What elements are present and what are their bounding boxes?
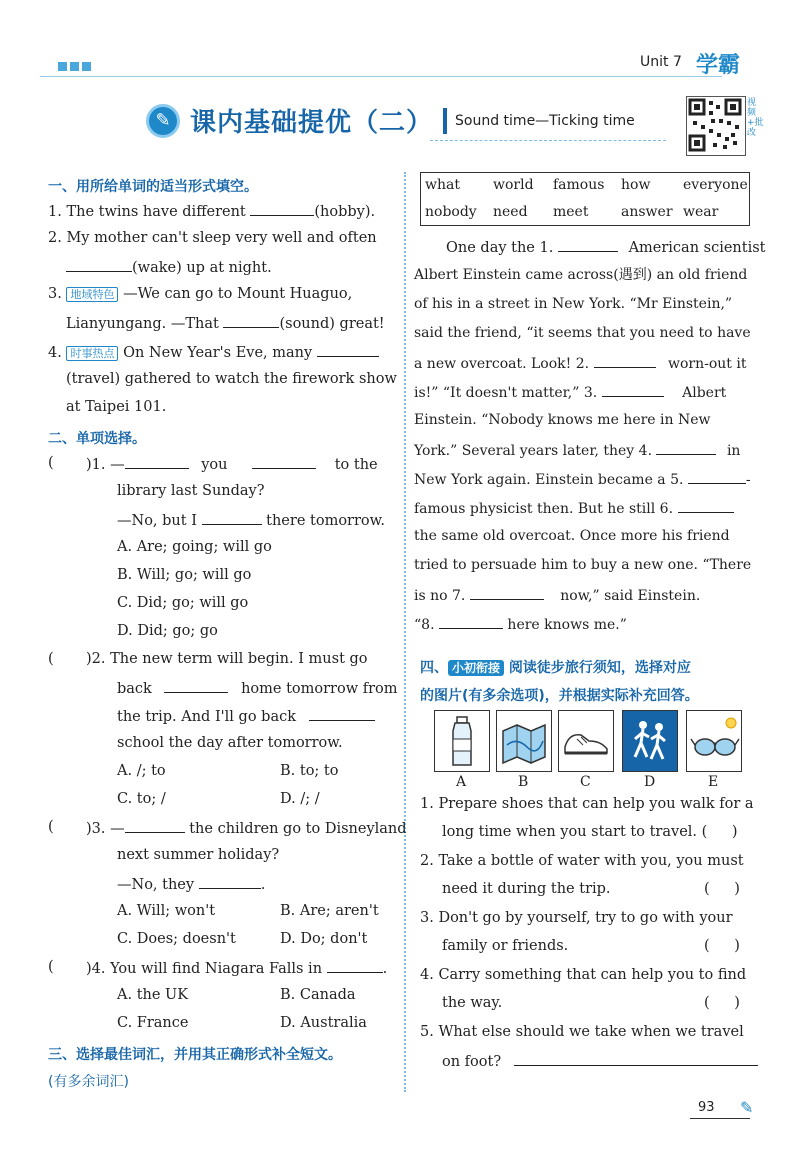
sunglasses-icon	[687, 711, 741, 771]
map-icon	[497, 711, 551, 771]
q4-paren-open[interactable]: (	[48, 959, 54, 975]
word-bank	[420, 172, 750, 226]
s4-item3-paren[interactable]	[704, 937, 740, 955]
text: American scientist	[628, 240, 766, 256]
q2-line4: school the day after tomorrow.	[117, 735, 343, 751]
hikers-icon	[623, 711, 677, 771]
regional-tag: 地域特色	[66, 287, 118, 302]
text: Albert	[682, 385, 727, 401]
qr-code-icon[interactable]	[686, 96, 746, 156]
page-title: 课内基础提优（二）	[190, 108, 434, 138]
answer-line[interactable]	[514, 1051, 758, 1066]
pencil-note-icon: ✎	[146, 104, 180, 138]
q1-option-d[interactable]: D. Did; go; go	[117, 623, 218, 639]
s4-item4-paren[interactable]	[704, 994, 740, 1012]
q1-line1	[86, 454, 378, 474]
section4-heading-cont: 的图片(有多余选项)，并根据实际补充回答。	[420, 688, 699, 704]
text: the children go to Disneyland	[189, 821, 407, 837]
word: everyone	[683, 177, 748, 193]
section3-heading: 三、选择最佳词汇，并用其正确形式补全短文。	[48, 1047, 342, 1063]
word: nobody	[425, 204, 477, 220]
passage-line: said the friend, “it seems that you need to have	[414, 325, 751, 341]
q3-option-c[interactable]: C. Does; doesn't	[117, 931, 236, 947]
q2-option-a[interactable]: A. /; to	[117, 763, 166, 779]
answer-blank[interactable]	[327, 958, 383, 973]
s4-item2-paren[interactable]	[704, 880, 740, 898]
column-divider	[404, 172, 406, 1092]
word: need	[493, 204, 528, 220]
text: On New Year's Eve, many	[123, 345, 313, 361]
text: .	[382, 961, 388, 977]
s4-item5: 5. What else should we take when we travel	[420, 1024, 744, 1040]
word: what	[425, 177, 460, 193]
s1-q3	[48, 285, 352, 304]
header-square-1	[58, 62, 67, 71]
section2-heading: 二、单项选择。	[48, 431, 146, 447]
text: (hobby).	[314, 204, 376, 220]
s1-q2-cont	[66, 257, 272, 277]
s1-q3-cont	[66, 313, 385, 333]
answer-blank[interactable]	[202, 510, 262, 525]
label-c: C	[580, 774, 591, 790]
q3-option-a[interactable]: A. Will; won't	[117, 903, 216, 919]
text: 四、	[420, 660, 448, 676]
text: the trip. And I'll go back	[117, 709, 297, 725]
q3-line1	[86, 818, 407, 838]
q1-option-b[interactable]: B. Will; go; will go	[117, 567, 252, 583]
text: 4.	[48, 345, 62, 361]
answer-blank-2[interactable]	[594, 353, 656, 368]
q4-option-d[interactable]: D. Australia	[280, 1015, 367, 1031]
word: famous	[553, 177, 605, 193]
text: )	[734, 938, 740, 954]
unit-label: Unit 7	[640, 54, 682, 70]
page-number: 93	[698, 1100, 715, 1115]
q2-line1: )2. The new term will begin. I must go	[86, 651, 368, 667]
q2-option-c[interactable]: C. to; /	[117, 791, 166, 807]
section4-heading	[420, 657, 691, 677]
answer-blank-5[interactable]	[688, 469, 746, 484]
text: .	[260, 877, 266, 893]
q4-option-c[interactable]: C. France	[117, 1015, 189, 1031]
text: is!” “It doesn't matter,” 3.	[414, 385, 598, 401]
label-a: A	[456, 774, 467, 790]
picture-b	[496, 710, 552, 772]
text: One day the 1.	[446, 240, 554, 256]
s1-q1	[48, 201, 375, 221]
text: )	[734, 881, 740, 897]
text: now,” said Einstein.	[560, 588, 701, 604]
answer-blank-3[interactable]	[602, 382, 664, 397]
answer-blank[interactable]	[66, 257, 132, 272]
s4-item1-cont	[442, 823, 738, 841]
page-number-rule	[690, 1118, 750, 1119]
s4-item3: 3. Don't go by yourself, try to go with your	[420, 910, 733, 926]
text: famous physicist then. But he still 6.	[414, 501, 674, 517]
q1-paren-open[interactable]: (	[48, 455, 54, 471]
text: long time when you start to travel. (	[442, 824, 708, 840]
header-square-3	[82, 62, 91, 71]
q1-option-c[interactable]: C. Did; go; will go	[117, 595, 249, 611]
word: world	[493, 177, 534, 193]
q2-line2	[117, 678, 398, 698]
text: you	[201, 457, 228, 473]
label-d: D	[644, 774, 656, 790]
passage-line: Albert Einstein came across(遇到) an old friend	[414, 267, 748, 283]
news-tag: 时事热点	[66, 346, 118, 361]
q3-option-d[interactable]: D. Do; don't	[280, 931, 368, 947]
q2-line3	[117, 706, 375, 726]
passage-line	[414, 498, 734, 518]
label-b: B	[518, 774, 529, 790]
q1-option-a[interactable]: A. Are; going; will go	[117, 539, 272, 555]
word: meet	[553, 204, 589, 220]
answer-blank[interactable]	[164, 678, 228, 693]
text: worn-out it	[667, 356, 747, 372]
text: -	[745, 472, 751, 488]
section-title	[146, 102, 635, 139]
passage-line: Einstein. “Nobody knows me here in New	[414, 412, 711, 428]
s4-item5-cont	[442, 1051, 758, 1071]
section1-heading: 一、用所给单词的适当形式填空。	[48, 179, 258, 195]
answer-blank[interactable]	[125, 818, 185, 833]
page-subtitle: Sound time—Ticking time	[455, 112, 635, 129]
word: wear	[683, 204, 719, 220]
s1-q4-cont: (travel) gathered to watch the firework show	[66, 371, 397, 387]
text: 1. The twins have different	[48, 204, 246, 220]
answer-paren[interactable]: )	[731, 824, 738, 840]
answer-blank[interactable]	[317, 342, 379, 357]
text: (wake) up at night.	[132, 260, 272, 276]
q4-line1	[86, 958, 387, 978]
text: (	[704, 995, 710, 1011]
s4-item2: 2. Take a bottle of water with you, you must	[420, 853, 744, 869]
text: )	[734, 995, 740, 1011]
s4-item2-cont: need it during the trip.	[442, 881, 611, 897]
answer-blank[interactable]	[250, 201, 314, 216]
s4-item3-cont: family or friends.	[442, 938, 569, 954]
s1-q2: 2. My mother can't sleep very well and often	[48, 230, 377, 246]
text: in	[726, 443, 741, 459]
picture-c	[558, 710, 614, 772]
text: “8.	[414, 617, 435, 633]
qr-caption: 视频+批改	[747, 98, 764, 138]
q3-paren-open[interactable]: (	[48, 819, 54, 835]
text: —No, they	[117, 877, 195, 893]
s4-item4-cont: the way.	[442, 995, 503, 1011]
passage-line: tried to persuade him to buy a new one. “There	[414, 557, 752, 573]
text: is no 7.	[414, 588, 466, 604]
text: back	[117, 681, 152, 697]
text: (	[704, 938, 710, 954]
picture-e	[686, 710, 742, 772]
text: )4. You will find Niagara Falls in	[86, 961, 323, 977]
text: here knows me.”	[507, 617, 627, 633]
header-rule	[40, 76, 722, 77]
text: (sound) great!	[279, 316, 385, 332]
text: New York again. Einstein became a 5.	[414, 472, 684, 488]
passage-line	[446, 237, 766, 257]
passage-line	[414, 614, 627, 634]
q3-option-b[interactable]: B. Are; aren't	[280, 903, 379, 919]
q1-line3	[117, 510, 385, 530]
answer-blank[interactable]	[125, 454, 189, 469]
brand-logo: 学霸	[696, 53, 741, 78]
s4-item4: 4. Carry something that can help you to find	[420, 967, 747, 983]
picture-d	[622, 710, 678, 772]
answer-blank-6[interactable]	[678, 498, 734, 513]
s1-q4-end: at Taipei 101.	[66, 399, 167, 415]
answer-blank[interactable]	[199, 874, 261, 889]
answer-blank[interactable]	[252, 454, 316, 469]
shoes-icon	[559, 711, 613, 771]
label-e: E	[708, 774, 719, 790]
q3-line3	[117, 874, 265, 894]
passage-line	[414, 440, 740, 460]
passage-line	[414, 585, 700, 605]
text: —No, but I	[117, 513, 197, 529]
text: —We can go to Mount Huaguo,	[123, 286, 353, 302]
text: on foot?	[442, 1054, 502, 1070]
header-square-2	[70, 62, 79, 71]
answer-blank-7[interactable]	[470, 585, 544, 600]
text: to the	[334, 457, 378, 473]
q2-option-d[interactable]: D. /; /	[280, 791, 320, 807]
passage-line: of his in a street in New York. “Mr Einstein,”	[414, 296, 733, 312]
answer-blank-4[interactable]	[656, 440, 716, 455]
answer-blank-8[interactable]	[439, 614, 503, 629]
passage-line	[414, 382, 726, 402]
text: (	[704, 881, 710, 897]
q2-paren-open[interactable]: (	[48, 651, 54, 667]
pen-icon: ✎	[740, 1098, 754, 1117]
text: 3.	[48, 286, 62, 302]
s4-item1: 1. Prepare shoes that can help you walk for a	[420, 796, 754, 812]
picture-a	[434, 710, 490, 772]
text: Lianyungang. —That	[66, 316, 219, 332]
section3-note: (有多余词汇)	[48, 1074, 129, 1090]
answer-blank[interactable]	[223, 313, 279, 328]
answer-blank[interactable]	[309, 706, 375, 721]
transition-tag: 小初衔接	[448, 660, 504, 676]
text: 阅读徒步旅行须知，选择对应	[508, 660, 691, 676]
s1-q4	[48, 342, 379, 363]
title-divider	[443, 108, 447, 134]
text: York.” Several years later, they 4.	[414, 443, 653, 459]
word: answer	[621, 204, 673, 220]
q1-line2: library last Sunday?	[117, 483, 265, 499]
q4-option-b[interactable]: B. Canada	[280, 987, 356, 1003]
text: )1. —	[86, 457, 125, 473]
text: )3. —	[86, 821, 125, 837]
q2-option-b[interactable]: B. to; to	[280, 763, 339, 779]
text: a new overcoat. Look! 2.	[414, 356, 590, 372]
passage-line: the same old overcoat. Once more his friend	[414, 528, 730, 544]
text: there tomorrow.	[266, 513, 385, 529]
word: how	[621, 177, 651, 193]
passage-line	[414, 469, 751, 489]
water-bottle-icon	[435, 711, 489, 771]
passage-line	[414, 353, 746, 373]
text: home tomorrow from	[241, 681, 398, 697]
title-underline	[430, 140, 666, 141]
q4-option-a[interactable]: A. the UK	[117, 987, 189, 1003]
answer-blank-1[interactable]	[558, 237, 618, 252]
q3-line2: next summer holiday?	[117, 847, 280, 863]
